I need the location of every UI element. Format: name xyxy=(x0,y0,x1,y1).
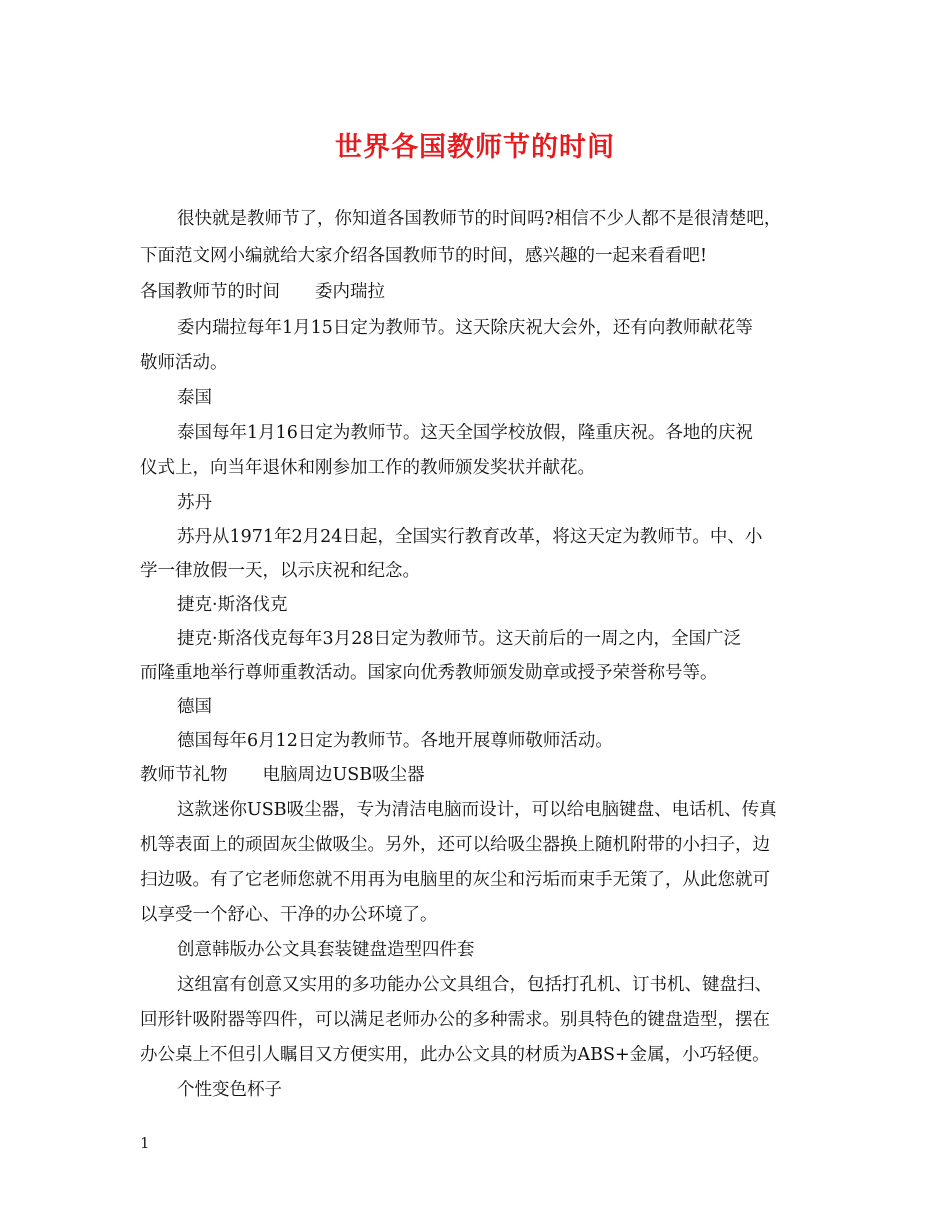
section-heading: 教师节礼物 电脑周边USB吸尘器 xyxy=(140,765,425,785)
paragraph-line: 仪式上，向当年退休和刚参加工作的教师颁发奖状并献花。 xyxy=(140,458,595,478)
section-heading: 各国教师节的时间 委内瑞拉 xyxy=(140,282,385,302)
paragraph-line: 泰国每年1月16日定为教师节。这天全国学校放假，隆重庆祝。各地的庆祝 xyxy=(177,423,753,443)
country-heading: 苏丹 xyxy=(177,493,212,513)
paragraph-line: 以享受一个舒心、干净的办公环境了。 xyxy=(140,905,438,925)
paragraph-line: 下面范文网小编就给大家介绍各国教师节的时间，感兴趣的一起来看看吧! xyxy=(140,246,708,266)
paragraph-line: 捷克·斯洛伐克每年3月28日定为教师节。这天前后的一周之内，全国广泛 xyxy=(177,629,741,649)
paragraph-line: 这款迷你USB吸尘器，专为清洁电脑而设计，可以给电脑键盘、电话机、传真 xyxy=(177,800,777,820)
gift-heading: 个性变色杯子 xyxy=(177,1080,282,1100)
paragraph-line: 德国每年6月12日定为教师节。各地开展尊师敬师活动。 xyxy=(177,731,613,751)
paragraph-line: 机等表面上的顽固灰尘做吸尘。另外，还可以给吸尘器换上随机附带的小扫子，边 xyxy=(140,835,770,855)
paragraph-line: 而隆重地举行尊师重教活动。国家向优秀教师颁发勋章或授予荣誉称号等。 xyxy=(140,663,718,683)
page-number: 1 xyxy=(140,1134,150,1152)
document-title: 世界各国教师节的时间 xyxy=(335,132,615,163)
paragraph-line: 这组富有创意又实用的多功能办公文具组合，包括打孔机、订书机、键盘扫、 xyxy=(177,975,772,995)
paragraph-line: 苏丹从1971年2月24日起，全国实行教育改革，将这天定为教师节。中、小 xyxy=(177,527,763,547)
paragraph-line: 回形针吸附器等四件，可以满足老师办公的多种需求。别具特色的键盘造型，摆在 xyxy=(140,1010,770,1030)
country-heading: 捷克·斯洛伐克 xyxy=(177,595,288,615)
country-heading: 德国 xyxy=(177,697,212,717)
paragraph-line: 敬师活动。 xyxy=(140,353,228,373)
country-heading: 泰国 xyxy=(177,388,212,408)
paragraph-line: 学一律放假一天，以示庆祝和纪念。 xyxy=(140,561,420,581)
paragraph-line: 很快就是教师节了，你知道各国教师节的时间吗?相信不少人都不是很清楚吧， xyxy=(177,209,782,229)
gift-heading: 创意韩版办公文具套装键盘造型四件套 xyxy=(177,940,475,960)
paragraph-line: 委内瑞拉每年1月15日定为教师节。这天除庆祝大会外，还有向教师献花等 xyxy=(177,318,753,338)
paragraph-line: 办公桌上不但引人瞩目又方便实用，此办公文具的材质为ABS+金属，小巧轻便。 xyxy=(140,1045,770,1065)
paragraph-line: 扫边吸。有了它老师您就不用再为电脑里的灰尘和污垢而束手无策了，从此您就可 xyxy=(140,870,770,890)
